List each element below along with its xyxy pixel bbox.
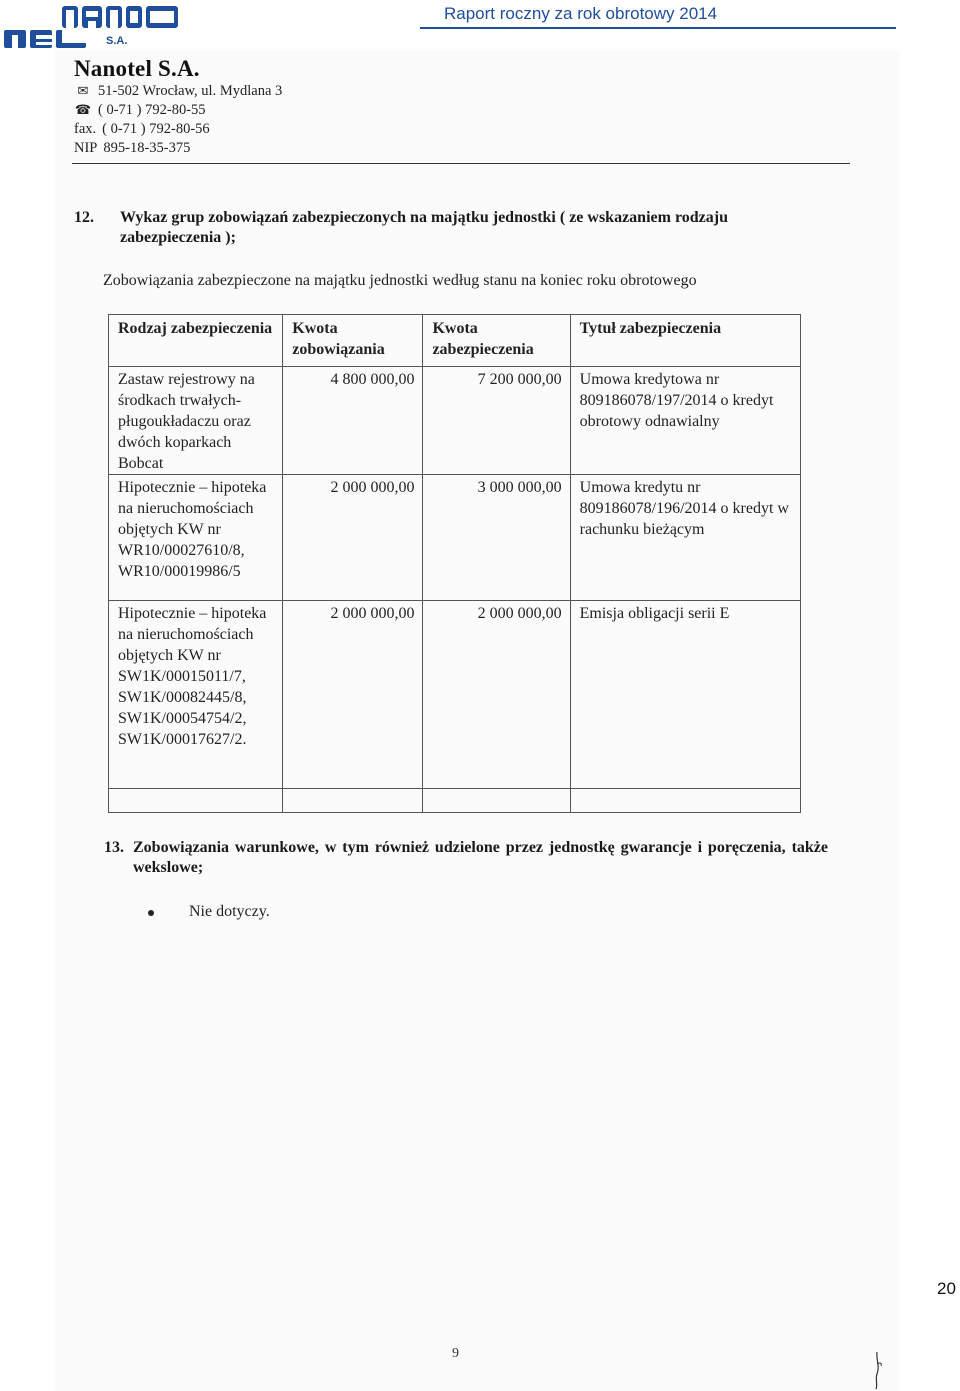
envelope-icon: ✉: [77, 84, 89, 99]
company-address-line: [74, 82, 282, 101]
company-name: Nanotel S.A.: [74, 56, 200, 81]
table-row: [109, 601, 801, 789]
section-13-number: 13.: [104, 839, 124, 856]
cell-liability-amount: [283, 789, 423, 813]
cell-security-amount: [423, 789, 570, 813]
cell-security-title: Umowa kredytowa nr 809186078/197/2014 o kredyt obrotowy odnawialny: [570, 367, 800, 475]
header-rule: [420, 27, 896, 29]
table-header-row: [109, 315, 801, 367]
header-security-title: Tytuł zabezpieczenia: [570, 315, 800, 367]
table-row-empty: [109, 789, 801, 813]
report-page-number: 20: [937, 1279, 956, 1298]
company-fax-label: fax.: [74, 121, 97, 137]
letterhead-rule: [72, 163, 850, 164]
bullet-dot-icon: [148, 910, 154, 916]
table-row: [109, 475, 801, 601]
cell-security-amount: 3 000 000,00: [423, 475, 570, 601]
table-row: [109, 367, 801, 475]
cell-security-title: [570, 789, 800, 813]
company-phone: ( 0-71 ) 792-80-55: [98, 102, 206, 118]
company-address: 51-502 Wrocław, ul. Mydlana 3: [98, 83, 283, 99]
company-nip: 895-18-35-375: [103, 140, 191, 156]
cell-security-title: Emisja obligacji serii E: [570, 601, 800, 789]
cell-liability-amount: 2 000 000,00: [283, 601, 423, 789]
company-phone-line: [74, 101, 282, 120]
cell-security-amount: 2 000 000,00: [423, 601, 570, 789]
report-title: Raport roczny za rok obrotowy 2014: [444, 4, 718, 23]
header-liability-amount: Kwota zobowiązania: [283, 315, 423, 367]
nanotel-logo: [2, 2, 182, 50]
cell-security-type: Zastaw rejestrowy na środkach trwałych-pługoukładaczu oraz dwóch koparkach Bobcat: [109, 367, 283, 475]
report-header: [0, 0, 960, 50]
section-12-title: Wykaz grup zobowiązań zabezpieczonych na majątku jednostki ( ze wskazaniem rodzaju zabezpieczenia );: [120, 209, 728, 246]
cell-liability-amount: 2 000 000,00: [283, 475, 423, 601]
header-security-amount: Kwota zabezpieczenia: [423, 315, 570, 367]
section-13-title: Zobowiązania warunkowe, w tym również udzielone przez jednostkę gwarancje i poręczenia, także wekslowe;: [133, 839, 828, 876]
header-security-type: Rodzaj zabezpieczenia: [109, 315, 283, 367]
phone-icon: ☎: [74, 103, 92, 118]
company-nip-line: [74, 139, 282, 158]
company-fax: ( 0-71 ) 792-80-56: [102, 121, 210, 137]
signature-mark: [868, 1350, 888, 1390]
company-letterhead: [74, 56, 282, 158]
cell-security-type: Hipotecznie – hipoteka na nieruchomościach objętych KW nr SW1K/00015011/7, SW1K/00082445/8, SW1K/00054754/2, SW1K/00017627/2.: [109, 601, 283, 789]
section-12-subtitle: Zobowiązania zabezpieczone na majątku jednostki według stanu na koniec roku obrotowego: [103, 272, 697, 289]
secured-liabilities-table: [108, 314, 801, 813]
cell-security-title: Umowa kredytu nr 809186078/196/2014 o kredyt w rachunku bieżącym: [570, 475, 800, 601]
company-fax-line: [74, 120, 282, 139]
cell-security-amount: 7 200 000,00: [423, 367, 570, 475]
logo-sa-text: S.A.: [106, 35, 128, 47]
company-nip-label: NIP: [74, 140, 98, 156]
cell-security-type: [109, 789, 283, 813]
section-12-number: 12.: [74, 209, 94, 226]
cell-liability-amount: 4 800 000,00: [283, 367, 423, 475]
cell-security-type: Hipotecznie – hipoteka na nieruchomościach objętych KW nr WR10/00027610/8, WR10/00019986/5: [109, 475, 283, 601]
bullet-text: Nie dotyczy.: [189, 903, 270, 920]
scan-page-number: 9: [452, 1346, 459, 1361]
